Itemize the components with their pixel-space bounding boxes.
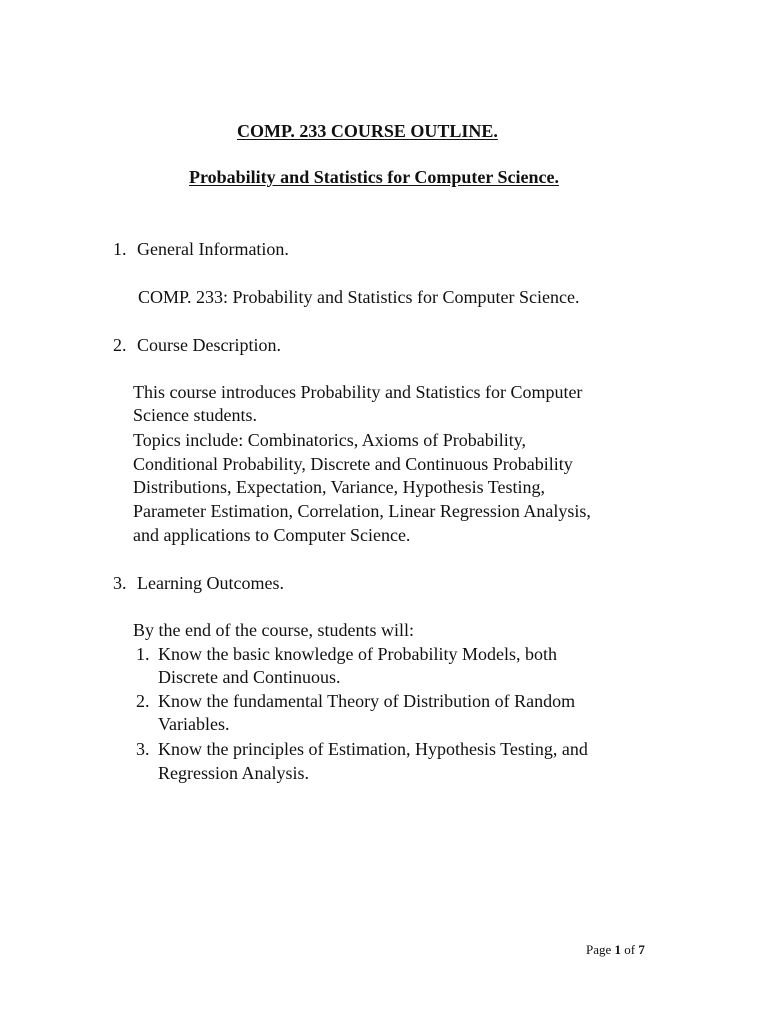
- document-subtitle: Probability and Statistics for Computer Science.: [189, 167, 559, 187]
- outcomes-intro: By the end of the course, students will:: [133, 620, 414, 640]
- page-number: 1: [614, 942, 622, 957]
- outcome-item: [136, 690, 575, 712]
- section-heading-learning-outcomes: [113, 572, 284, 594]
- outcome-item: [136, 643, 557, 665]
- outcome-continuation: Regression Analysis.: [158, 763, 309, 783]
- page-footer: [586, 942, 645, 958]
- page-label: Page: [586, 942, 612, 957]
- course-code-line: COMP. 233: Probability and Statistics for Computer Science.: [138, 287, 580, 307]
- section-heading: Learning Outcomes.: [137, 573, 284, 593]
- outcome-continuation: Variables.: [158, 714, 230, 734]
- outcome-text: Know the fundamental Theory of Distribution of Random: [158, 691, 576, 711]
- section-heading: General Information.: [137, 239, 289, 259]
- section-number: 1.: [113, 239, 127, 259]
- section-number: 3.: [113, 573, 127, 593]
- document-title: COMP. 233 COURSE OUTLINE.: [237, 121, 498, 141]
- outcome-number: 2.: [136, 691, 150, 711]
- outcome-item: [136, 738, 588, 760]
- description-line: Conditional Probability, Discrete and Continuous Probability: [133, 454, 573, 474]
- outcome-continuation: Discrete and Continuous.: [158, 667, 341, 687]
- section-heading-course-description: [113, 334, 281, 356]
- section-heading: Course Description.: [137, 335, 281, 355]
- description-line: and applications to Computer Science.: [133, 525, 411, 545]
- outcome-number: 1.: [136, 644, 150, 664]
- outcome-number: 3.: [136, 739, 150, 759]
- description-line: Science students.: [133, 405, 257, 425]
- description-line: Parameter Estimation, Correlation, Linear Regression Analysis,: [133, 501, 591, 521]
- outcome-text: Know the basic knowledge of Probability Models, both: [158, 644, 557, 664]
- section-number: 2.: [113, 335, 127, 355]
- of-label: of: [624, 942, 636, 957]
- description-line: Topics include: Combinatorics, Axioms of Probability,: [133, 430, 527, 450]
- outcome-text: Know the principles of Estimation, Hypothesis Testing, and: [158, 739, 588, 759]
- description-line: This course introduces Probability and Statistics for Computer: [133, 382, 583, 402]
- section-heading-general-information: [113, 238, 289, 260]
- description-line: Distributions, Expectation, Variance, Hypothesis Testing,: [133, 477, 546, 497]
- page-total: 7: [638, 942, 645, 957]
